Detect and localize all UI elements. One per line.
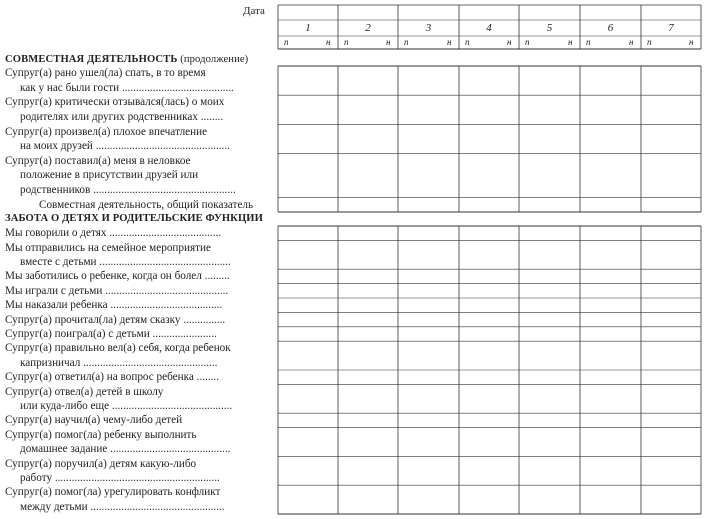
row-label: Супруг(а) произвел(а) плохое впечатление — [5, 125, 208, 138]
row-label: Супруг(а) рано ушел(ла) спать, в то время — [5, 67, 206, 80]
row-label: Супруг(а) помог(ла) урегулировать конфликт — [5, 486, 221, 499]
day-header-4: 4 — [486, 22, 492, 34]
night-mark: н — [568, 37, 573, 47]
night-mark: н — [507, 37, 512, 47]
row-label: Супруг(а) ответил(а) на вопрос ребенка ........ — [5, 371, 220, 384]
row-label-continuation: капризничал ................................................ — [20, 356, 218, 369]
row-label-continuation: родственников ................................................... — [20, 184, 236, 196]
day-header-7: 7 — [668, 22, 674, 34]
night-mark: н — [326, 37, 331, 47]
row-label: Мы говорили о детях ........................................ — [5, 227, 222, 240]
section-title — [5, 54, 248, 66]
day-header-6: 6 — [607, 22, 614, 34]
evening-mark: п — [284, 37, 289, 47]
night-mark: н — [629, 37, 634, 47]
evening-mark: п — [647, 37, 652, 47]
section-title — [5, 213, 263, 225]
row-label-continuation: как у нас были гости ........................................ — [20, 81, 234, 94]
row-label-continuation: работу ........................................................... — [20, 471, 220, 484]
row-label: Супруг(а) критически отзывался(лась) о моих — [5, 96, 225, 109]
section-title-text: ЗАБОТА О ДЕТЯХ И РОДИТЕЛЬСКИЕ ФУНКЦИИ — [5, 213, 263, 224]
row-label: Супруг(а) отвел(а) детей в школу — [5, 385, 164, 398]
day-header-5: 5 — [546, 22, 553, 34]
section-title-text: СОВМЕСТНАЯ ДЕЯТЕЛЬНОСТЬ — [5, 54, 178, 65]
row-label: Супруг(а) прочитал(ла) детям сказку ............... — [5, 313, 226, 326]
row-label: Супруг(а) поручил(а) детям какую-либо — [5, 457, 197, 470]
row-label: Мы играли с детьми ............................................ — [5, 284, 229, 297]
evening-mark: п — [404, 37, 409, 47]
row-label: Мы отправились на семейное мероприятие — [5, 241, 211, 254]
row-label-continuation: или куда-либо еще ........................................... — [20, 399, 233, 412]
evening-mark: п — [344, 37, 349, 47]
row-label: Супруг(а) поставил(а) меня в неловкое — [5, 154, 191, 167]
row-label-continuation: родителях или других родственниках ........ — [20, 111, 224, 123]
row-label-continuation: вместе с детьми ............................................... — [20, 255, 231, 268]
day-header-1: 1 — [305, 22, 311, 34]
row-label-continuation: положение в присутствии друзей или — [20, 169, 199, 182]
evening-mark: п — [586, 37, 591, 47]
day-header-2: 2 — [365, 22, 371, 34]
date-label: Дата — [243, 5, 265, 17]
evening-mark: п — [465, 37, 470, 47]
row-label-continuation: на моих друзей ................................................ — [20, 140, 230, 153]
day-header-3: 3 — [425, 22, 432, 34]
section-total-label: Совместная деятельность, общий показатель — [39, 198, 254, 211]
night-mark: н — [447, 37, 452, 47]
row-label-continuation: домашнее задание ........................................... — [20, 443, 231, 456]
night-mark: н — [386, 37, 391, 47]
row-label: Супруг(а) помог(ла) ребенку выполнить — [5, 428, 197, 441]
row-label: Мы заботились о ребенке, когда он болел ......... — [5, 270, 230, 283]
section-subtitle: (продолжение) — [177, 54, 249, 65]
night-mark: н — [689, 37, 694, 47]
evening-mark: п — [525, 37, 530, 47]
row-label: Супруг(а) научил(а) чему-либо детей — [5, 414, 183, 427]
row-label: Супруг(а) поиграл(а) с детьми ....................... — [5, 327, 217, 340]
row-label: Мы наказали ребенка ........................................ — [5, 299, 223, 312]
row-label: Супруг(а) правильно вел(а) себя, когда ребенок — [5, 342, 231, 355]
row-label-continuation: между детьми ................................................ — [20, 500, 225, 513]
